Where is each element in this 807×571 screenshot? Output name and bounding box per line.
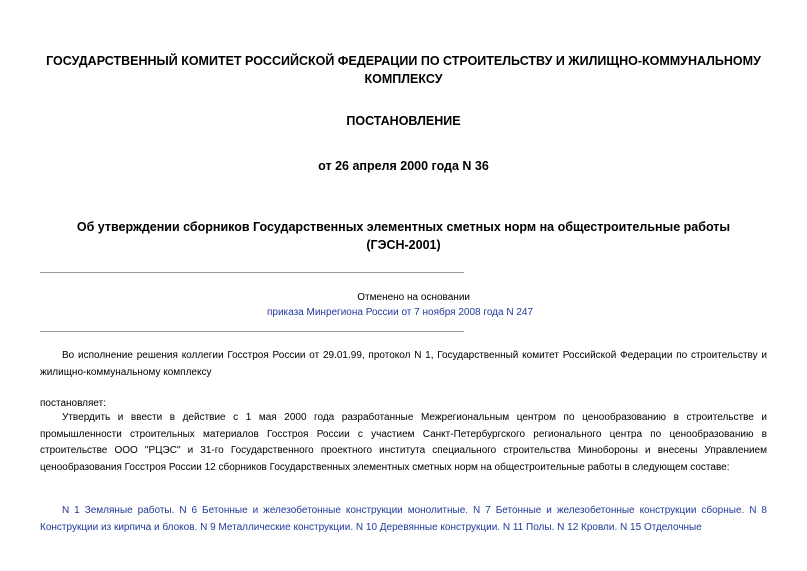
divider-bottom xyxy=(40,331,464,332)
decree-word: постановляет: xyxy=(40,398,107,409)
main-paragraph xyxy=(40,410,767,476)
divider-top xyxy=(40,272,464,273)
intro-paragraph xyxy=(40,348,767,381)
agency-heading: ГОСУДАРСТВЕННЫЙ КОМИТЕТ РОССИЙСКОЙ ФЕДЕРАЦИИ ПО СТРОИТЕЛЬСТВУ И ЖИЛИЩНО-КОММУНАЛЬНОМУ КОМПЛЕКСУ xyxy=(46,54,761,86)
intro-text: Во исполнение решения коллегии Госстроя России от 29.01.99, протокол N 1, Государственный комитет Российской Федерации по строительству и жилищно-коммунальному комплексу xyxy=(40,350,767,378)
main-text: Утвердить и ввести в действие с 1 мая 2000 года разработанные Межрегиональным центром по ценообразованию в строительстве и промышленности строительных материалов Госстроя России с участием Санкт-Петербургского регионального центра по ценообразованию в строительстве ООО "РЦЭС" и 31-го Государственного проектного института специального строительства Минобороны и внесены Управлением ценообразования Госстроя России 12 сборников Государственных элементных сметных норм на общестроительные работы в следующем составе: xyxy=(40,412,767,473)
document-type: ПОСТАНОВЛЕНИЕ xyxy=(346,114,461,128)
document-title: Об утверждении сборников Государственных элементных сметных норм на общестроительные работы (ГЭСН-2001) xyxy=(76,220,731,252)
cancellation-label: Отменено на основании xyxy=(357,292,470,303)
cancellation-link[interactable]: приказа Минрегиона России от 7 ноября 2008 года N 247 xyxy=(266,307,534,318)
document-date: от 26 апреля 2000 года N 36 xyxy=(318,159,489,173)
collections-list-link[interactable] xyxy=(40,503,767,536)
collections-list-text[interactable]: N 1 Земляные работы. N 6 Бетонные и железобетонные конструкции монолитные. N 7 Бетонные и железобетонные конструкции сборные. N 8 Конструкции из кирпича и блоков. N 9 Металлические конструкции. N 10 Деревянные конструкции. N 11 Полы. N 12 Кровли. N 15 Отделочные xyxy=(40,505,767,533)
